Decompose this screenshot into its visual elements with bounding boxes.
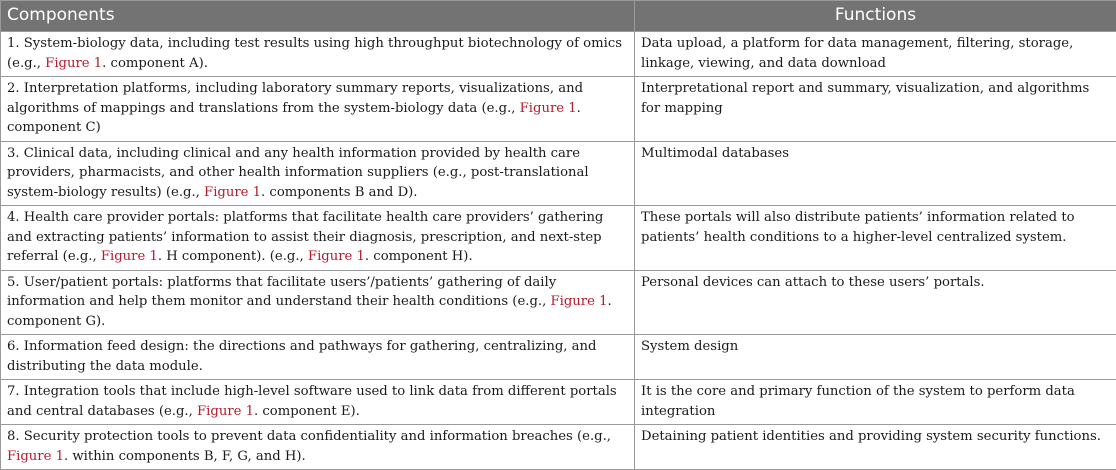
component-cell — [1, 425, 635, 470]
component-text: . component A). — [102, 56, 208, 71]
component-text: . H component). (e.g., — [158, 249, 308, 264]
component-text: . component G). — [7, 294, 612, 329]
function-cell: Personal devices can attach to these users’ portals. — [635, 270, 1116, 335]
figure-1-link[interactable]: Figure 1 — [520, 101, 577, 116]
component-text: . component C) — [7, 101, 581, 136]
table-row — [1, 206, 1116, 271]
component-text: 7. Integration tools that include high-level software used to link data from different portals and central databases (e.g., — [7, 384, 617, 419]
function-cell: It is the core and primary function of the system to perform data integration — [635, 380, 1116, 425]
function-cell: System design — [635, 335, 1116, 380]
component-cell — [1, 141, 635, 206]
function-cell: These portals will also distribute patients’ information related to patients’ health conditions to a higher-level centralized system. — [635, 206, 1116, 271]
component-cell — [1, 206, 635, 271]
function-cell: Data upload, a platform for data management, filtering, storage, linkage, viewing, and data download — [635, 32, 1116, 77]
component-text: . within components B, F, G, and H). — [64, 449, 306, 464]
table-row — [1, 380, 1116, 425]
figure-1-link[interactable]: Figure 1 — [308, 249, 365, 264]
function-cell: Interpretational report and summary, visualization, and algorithms for mapping — [635, 77, 1116, 142]
component-text: 1. System-biology data, including test results using high throughput biotechnology of omics (e.g., — [7, 36, 622, 71]
table-body — [1, 32, 1116, 470]
component-cell — [1, 77, 635, 142]
component-cell — [1, 32, 635, 77]
table-row — [1, 335, 1116, 380]
component-cell — [1, 335, 635, 380]
figure-1-link[interactable]: Figure 1 — [45, 56, 102, 71]
function-cell: Detaining patient identities and providing system security functions. — [635, 425, 1116, 470]
header-row — [1, 1, 1116, 32]
component-text: . component H). — [365, 249, 473, 264]
component-text: . component E). — [254, 404, 360, 419]
figure-1-link[interactable]: Figure 1 — [101, 249, 158, 264]
table-row — [1, 141, 1116, 206]
component-text: . components B and D). — [261, 185, 417, 200]
figure-1-link[interactable]: Figure 1 — [204, 185, 261, 200]
component-cell — [1, 380, 635, 425]
component-text: 5. User/patient portals: platforms that facilitate users’/patients’ gathering of daily information and help them monitor and understand their health conditions (e.g., — [7, 275, 556, 310]
components-header: Components — [1, 1, 635, 32]
table-row — [1, 32, 1116, 77]
function-cell: Multimodal databases — [635, 141, 1116, 206]
figure-1-link[interactable]: Figure 1 — [197, 404, 254, 419]
figure-1-link[interactable]: Figure 1 — [7, 449, 64, 464]
component-cell — [1, 270, 635, 335]
component-text: 8. Security protection tools to prevent data confidentiality and information breaches (e.g., — [7, 429, 611, 444]
component-text: 6. Information feed design: the directions and pathways for gathering, centralizing, and distributing the data module. — [7, 339, 596, 374]
component-text: 2. Interpretation platforms, including laboratory summary reports, visualizations, and algorithms of mappings and translations from the system-biology data (e.g., — [7, 81, 583, 116]
component-text: 3. Clinical data, including clinical and any health information provided by health care providers, pharmacists, and other health information suppliers (e.g., post-translational system-biology results) (e.g., — [7, 146, 589, 200]
table-row — [1, 77, 1116, 142]
functions-header: Functions — [635, 1, 1116, 32]
table-row — [1, 425, 1116, 470]
table-row — [1, 270, 1116, 335]
figure-1-link[interactable]: Figure 1 — [550, 294, 607, 309]
component-text: 4. Health care provider portals: platforms that facilitate health care providers’ gathering and extracting patients’ information to assist their diagnosis, prescription, and next-step referral (e.g., — [7, 210, 603, 264]
